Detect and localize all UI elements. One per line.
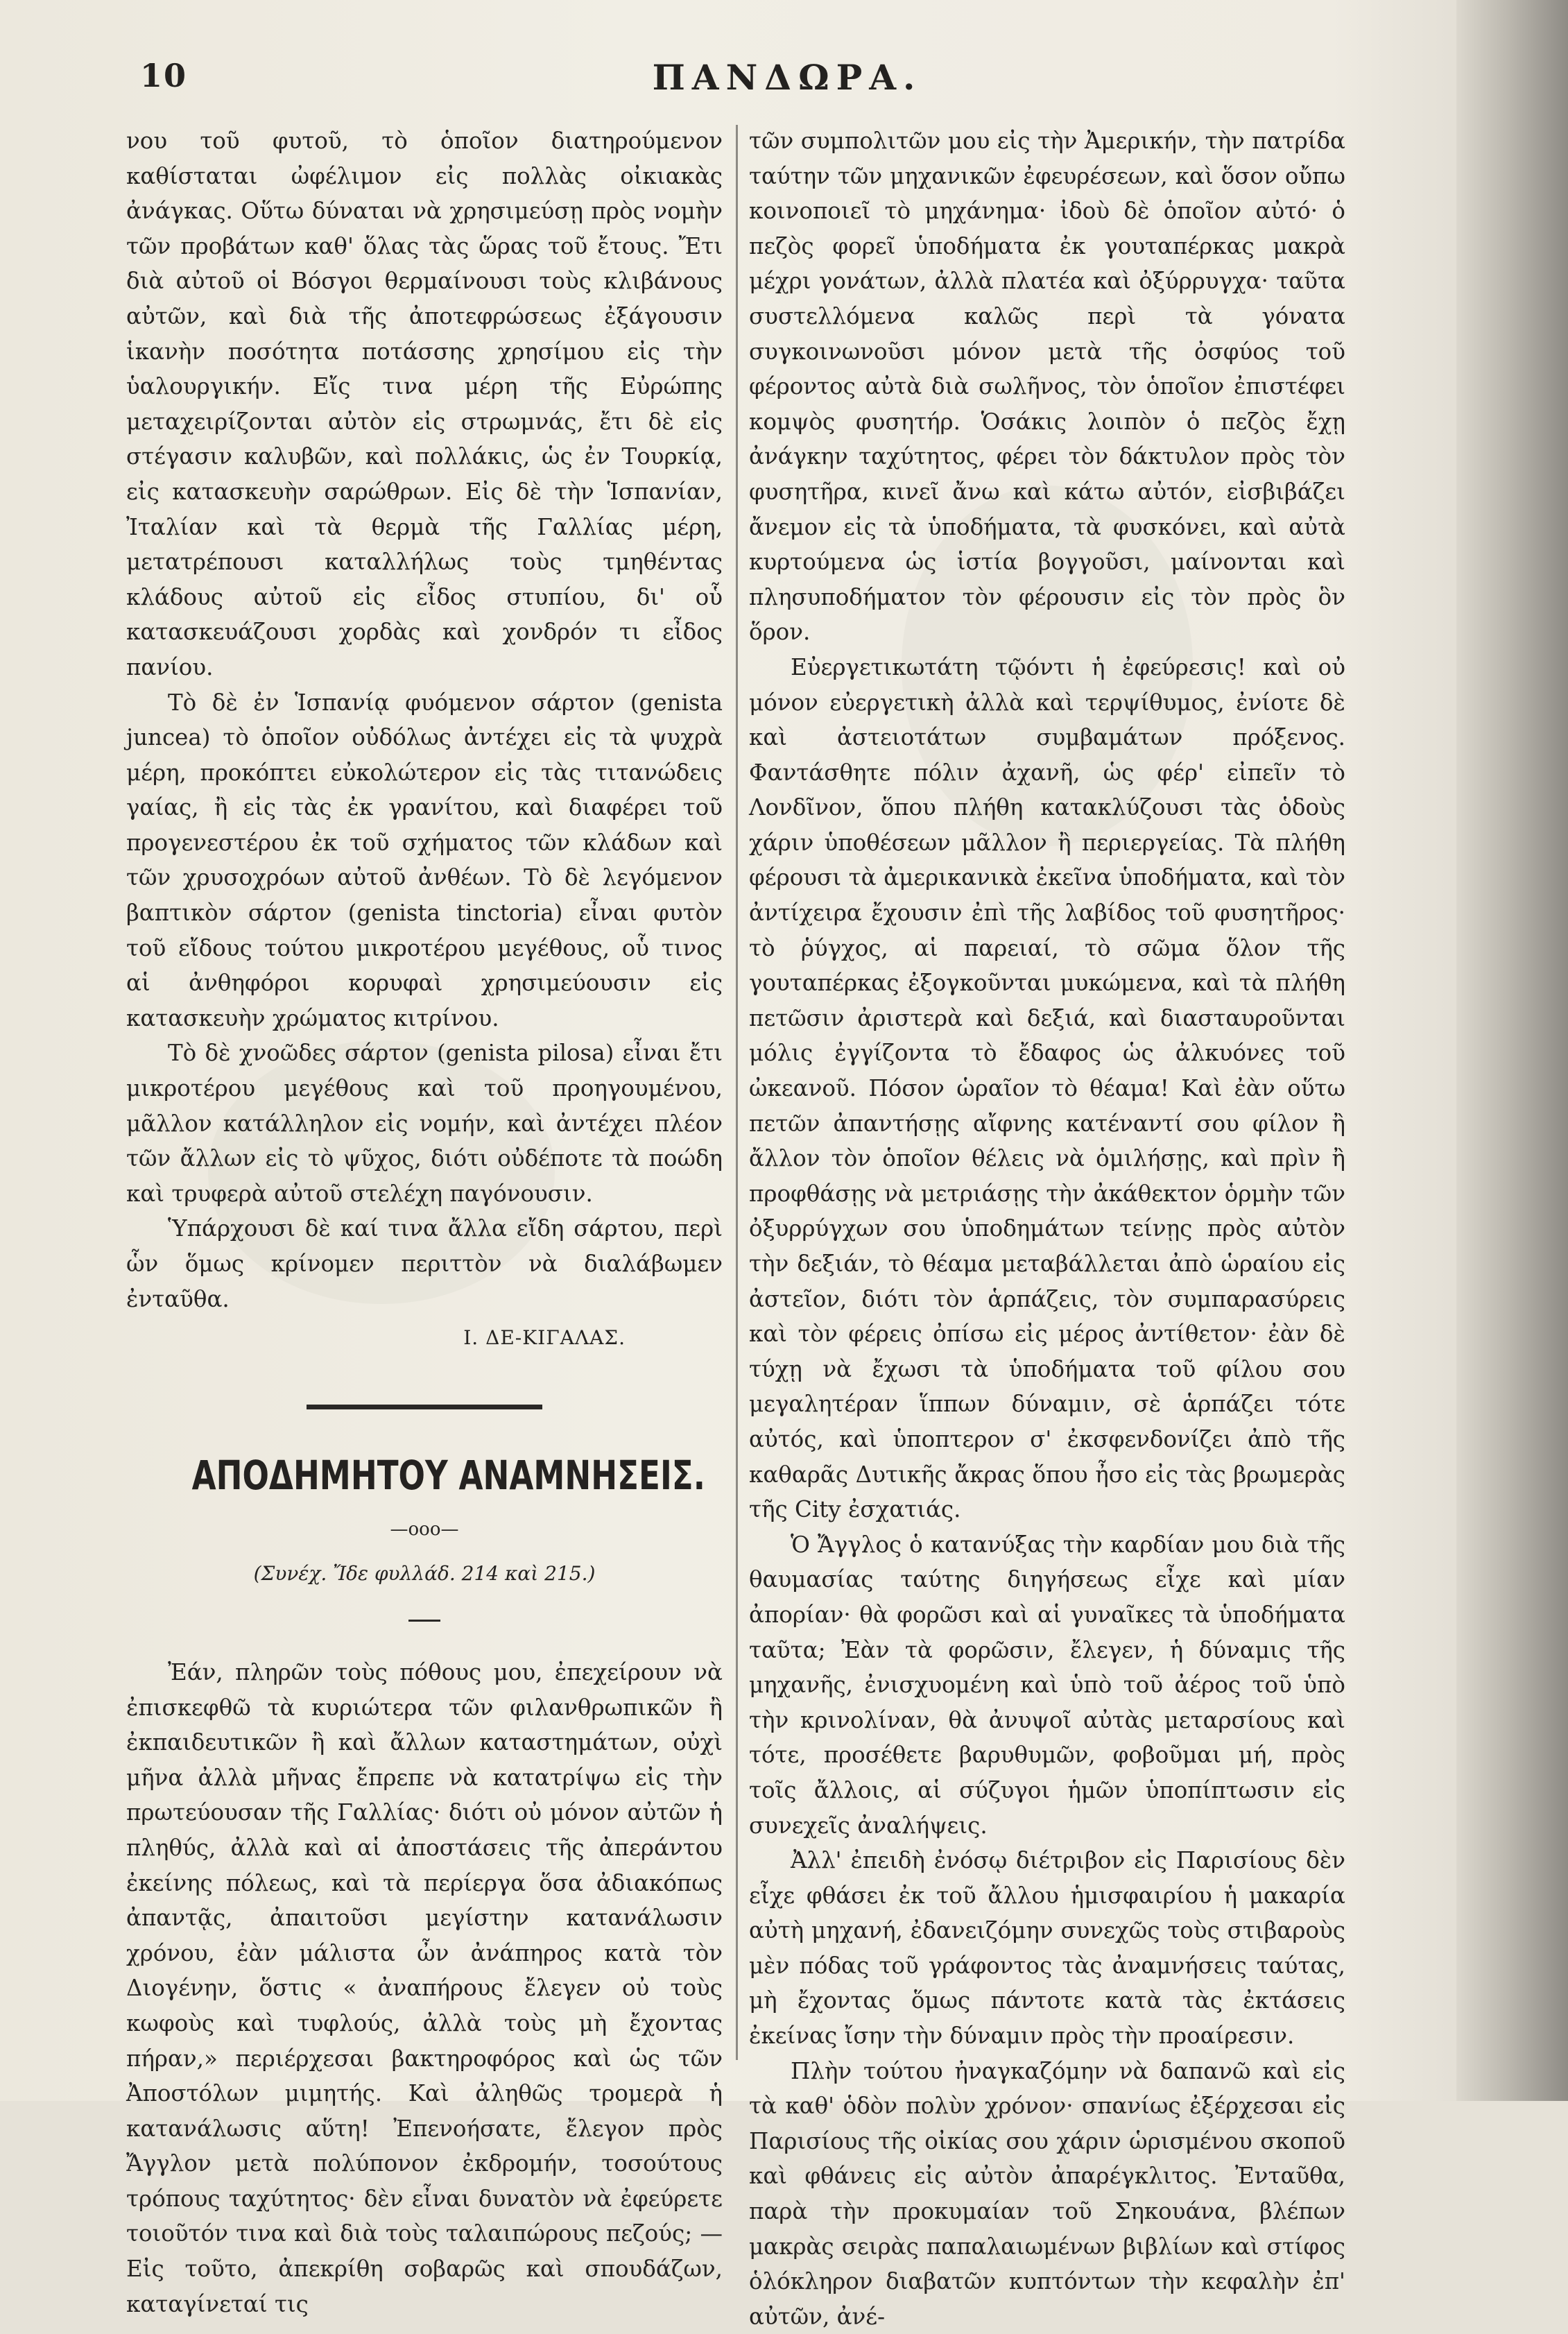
left-column bbox=[126, 123, 723, 2317]
article-paragraph: τῶν συμπολιτῶν μου εἰς τὴν Ἀμερικήν, τὴν πατρίδα ταύτην τῶν μηχανικῶν ἐφευρέσεων, καὶ ὅσον οὔπω κοινοποιεῖ τὸ μηχάνημα· ἰδοὺ δὲ ὁποῖον αὐτό· ὁ πεζὸς φορεῖ ὑποδήματα ἐκ γουταπέρκας μακρὰ μέχρι γονάτων, ἀλλὰ πλατέα καὶ ὀξύρρυγχα· ταῦτα συστελλόμενα καλῶς περὶ τὰ γόνατα συγκοινωνοῦσι μόνον μετὰ τῆς ὀσφύος τοῦ φέροντος αὐτὰ διὰ σωλῆνος, τὸν ὁποῖον ἐπιστέφει κομψὸς φυσητήρ. Ὁσάκις λοιπὸν ὁ πεζὸς ἔχῃ ἀνάγκην ταχύτητος, φέρει τὸν δάκτυλον πρὸς τὸν φυσητῆρα, κινεῖ ἄνω καὶ κάτω αὐτόν, εἰσβιβάζει ἄνεμον εἰς τὰ ὑποδήματα, τὰ φυσκόνει, καὶ αὐτὰ κυρτούμενα ὡς ἱστία βογγοῦσι, μαίνονται καὶ πλησυποδήματον τὸν φέρουσιν εἰς τὸν πρὸς ὃν ὅρον. bbox=[749, 128, 1345, 646]
author-signature: Ι. ΔΕ-ΚΙΓΑΛΑΣ. bbox=[463, 1326, 626, 1350]
continuation-note: (Συνέχ. Ἴδε φυλλάδ. 214 καὶ 215.) bbox=[253, 1562, 596, 1586]
right-column bbox=[749, 123, 1345, 2330]
article-paragraph: Ὁ Ἄγγλος ὁ κατανύξας τὴν καρδίαν μου διὰ τῆς θαυμασίας ταύτης διηγήσεως εἶχε καὶ μίαν ἀπορίαν· θὰ φορῶσι καὶ αἱ γυναῖκες τὰ ὑποδήματα ταῦτα; Ἐὰν τὰ φορῶσιν, ἔλεγεν, ἡ δύναμις τῆς μηχανῆς, ἐνισχυομένη καὶ ὑπὸ τοῦ ἀέρος τοῦ ὑπὸ τὴν κρινολίναν, θὰ ἀνυψοῖ αὐτὰς μεταρσίους καὶ τότε, προσέθετε βαρυθυμῶν, φοβοῦμαι μή, πρὸς τοῖς ἄλλοις, αἱ σύζυγοι ἡμῶν ὑποπίπτωσιν εἰς συνεχεῖς ἀναλήψεις. bbox=[749, 1531, 1345, 1839]
column-divider bbox=[736, 125, 738, 2060]
article-paragraph: Ὑπάρχουσι δὲ καί τινα ἄλλα εἴδη σάρτου, περὶ ὧν ὅμως κρίνομεν περιττὸν νὰ διαλάβωμεν ἐνταῦθα. bbox=[126, 1215, 723, 1312]
article-paragraph: Ἐάν, πληρῶν τοὺς πόθους μου, ἐπεχείρουν νὰ ἐπισκεφθῶ τὰ κυριώτερα τῶν φιλανθρωπικῶν ἢ ἐκπαιδευτικῶν ἢ καὶ ἄλλων καταστημάτων, οὐχὶ μῆνα ἀλλὰ μῆνας ἔπρεπε νὰ κατατρίψω εἰς τὴν πρωτεύουσαν τῆς Γαλλίας· διότι οὐ μόνον αὐτῶν ἡ πληθύς, ἀλλὰ καὶ αἱ ἀποστάσεις τῆς ἀπεράντου ἐκείνης πόλεως, καὶ τὰ περίεργα ὅσα ἀδιακόπως ἀπαντᾷς, ἀπαιτοῦσι μεγίστην κατανάλωσιν χρόνου, ἐὰν μάλιστα ὦν ἀνάπηρος κατὰ τὸν Διογένην, ὅστις « ἀναπήρους ἔλεγεν οὐ τοὺς κωφοὺς καὶ τυφλούς, ἀλλὰ τοὺς μὴ ἔχοντας πήραν,» περιέρχεσαι βακτηροφόρος καὶ ὡς τῶν Ἀποστόλων μιμητής. Καὶ ἀληθῶς τρομερὰ ἡ κατανάλωσις αὕτη! Ἐπενοήσατε, ἔλεγον πρὸς Ἄγγλον μετὰ πολύπονον ἐκδρομήν, τοσούτους τρόπους ταχύτητος· δὲν εἶναι δυνατὸν νὰ ἐφεύρετε τοιοῦτόν τινα καὶ διὰ τοὺς ταλαιπώρους πεζούς; — Εἰς τοῦτο, ἀπεκρίθη σοβαρῶς καὶ σπουδάζων, καταγίνεταί τις bbox=[126, 1658, 723, 2317]
page-number: 10 bbox=[140, 57, 188, 94]
article-paragraph: Ἀλλ' ἐπειδὴ ἐνόσῳ διέτριβον εἰς Παρισίους δὲν εἶχε φθάσει ἐκ τοῦ ἄλλου ἡμισφαιρίου ἡ μακαρία αὐτὴ μηχανή, ἐδανειζόμην συνεχῶς τοὺς στιβαροὺς μὲν πόδας τοῦ γράφοντος τὰς ἀναμνήσεις ταύτας, μὴ ἔχοντας ὅμως πάντοτε κατὰ τὰς ἐκτάσεις ἐκείνας ἴσην τὴν δύναμιν πρὸς τὴν προαίρεσιν. bbox=[749, 1847, 1345, 2050]
article-paragraph: Τὸ δὲ χνοῶδες σάρτον (genista pilosa) εἶναι ἔτι μικροτέρου μεγέθους καὶ τοῦ προηγουμένου, μᾶλλον κατάλληλον εἰς νομήν, καὶ ἀντέχει πλέον τῶν ἄλλων εἰς τὸ ψῦχος, διότι οὐδέποτε τὰ ποώδη καὶ τρυφερὰ αὐτοῦ στελέχη παγόνουσιν. bbox=[126, 1040, 723, 1207]
section-rule bbox=[307, 1405, 542, 1409]
page-edge-shadow bbox=[1456, 0, 1568, 2101]
section-title: ΑΠΟΔΗΜΗΤΟΥ ΑΝΑΜΝΗΣΕΙΣ. bbox=[191, 1451, 705, 1499]
title-separator: —οοο— bbox=[390, 1518, 459, 1540]
page-header bbox=[132, 57, 1442, 112]
article-paragraph: Τὸ δὲ ἐν Ἱσπανίᾳ φυόμενον σάρτον (genista juncea) τὸ ὁποῖον οὐδόλως ἀντέχει εἰς τὰ ψυχρὰ μέρη, προκόπτει εὐκολώτερον εἰς τὰς τιτανώδεις γαίας, ἢ εἰς τὰς ἐκ γρανίτου, καὶ διαφέρει τοῦ προγενεστέρου ἐκ τοῦ σχήματος τῶν κλάδων καὶ τῶν χρυσοχρόων αὐτοῦ ἀνθέων. Τὸ δὲ λεγόμενον βαπτικὸν σάρτον (genista tinctoria) εἶναι φυτὸν τοῦ εἴδους τούτου μικροτέρου μεγέθους, οὗ τινος αἱ ἀνθηφόροι κορυφαὶ χρησιμεύουσιν εἰς κατασκευὴν χρώματος κιτρίνου. bbox=[126, 689, 723, 1031]
article-paragraph: Πλὴν τούτου ἠναγκαζόμην νὰ δαπανῶ καὶ εἰς τὰ καθ' ὁδὸν πολὺν χρόνον· σπανίως ἐξέρχεσαι εἰς Παρισίους τῆς οἰκίας σου χάριν ὡρισμένου σκοποῦ καὶ φθάνεις εἰς αὐτὸν ἀπαρέγκλιτος. Ἐνταῦθα, παρὰ τὴν προκυμαίαν τοῦ Σηκουάνα, βλέπων μακρὰς σειρὰς παπαλαιωμένων βιβλίων καὶ στίφος ὁλόκληρον διαβατῶν κυπτόντων τὴν κεφαλὴν ἐπ' αὐτῶν, ἀνέ- bbox=[749, 2057, 1345, 2330]
article-paragraph: νου τοῦ φυτοῦ, τὸ ὁποῖον διατηρούμενον καθίσταται ὠφέλιμον εἰς πολλὰς οἰκιακὰς ἀνάγκας. Οὕτω δύναται νὰ χρησιμεύσῃ πρὸς νομὴν τῶν προβάτων καθ' ὅλας τὰς ὥρας τοῦ ἔτους. Ἔτι διὰ αὐτοῦ οἱ Βόσγοι θερμαίνουσι τοὺς κλιβάνους αὐτῶν, καὶ διὰ τῆς ἀποτεφρώσεως ἐξάγουσιν ἱκανὴν ποσότητα ποτάσσης χρησίμου εἰς τὴν ὑαλουργικήν. Εἴς τινα μέρη τῆς Εὐρώπης μεταχειρίζονται αὐτὸν εἰς στρωμνάς, ἔτι δὲ εἰς στέγασιν καλυβῶν, καὶ πολλάκις, ὡς ἐν Τουρκίᾳ, εἰς κατασκευὴν σαρώθρων. Εἰς δὲ τὴν Ἱσπανίαν, Ἰταλίαν καὶ τὰ θερμὰ τῆς Γαλλίας μέρη, μετατρέπουσι καταλλήλως τοὺς τμηθέντας κλάδους αὐτοῦ εἰς εἶδος στυπίου, δι' οὗ κατασκευάζουσι χορδὰς καὶ χονδρόν τι εἶδος πανίου. bbox=[126, 128, 723, 680]
article-paragraph: Εὐεργετικωτάτη τῷόντι ἡ ἐφεύρεσις! καὶ οὐ μόνον εὐεργετικὴ ἀλλὰ καὶ τερψίθυμος, ἐνίοτε δὲ καὶ ἀστειοτάτων συμβαμάτων πρόξενος. Φαντάσθητε πόλιν ἀχανῆ, ὡς φέρ' εἰπεῖν τὸ Λονδῖνον, ὅπου πλήθη κατακλύζουσι τὰς ὁδοὺς χάριν ὑποθέσεων μᾶλλον ἢ περιεργείας. Τὰ πλήθη φέρουσι τὰ ἀμερικανικὰ ἐκεῖνα ὑποδήματα, καὶ τὸν ἀντίχειρα ἔχουσιν ἐπὶ τῆς λαβίδος τοῦ φυσητῆρος· τὸ ῥύγχος, αἱ παρειαί, τὸ σῶμα ὅλον τῆς γουταπέρκας ἐξογκοῦνται μυκώμενα, καὶ τὰ πλήθη πετῶσιν ἀριστερὰ καὶ δεξιά, καὶ διασταυροῦνται μόλις ἐγγίζοντα τὸ ἔδαφος ὡς ἀλκυόνες τοῦ ὠκεανοῦ. Πόσον ὡραῖον τὸ θέαμα! Καὶ ἐὰν οὕτω πετῶν ἀπαντήσῃς αἴφνης κατέναντί σου φίλον ἢ ἄλλον τὸν ὁποῖον θέλεις νὰ ὁμιλήσῃς, καὶ πρὶν ἢ προφθάσῃς νὰ μετριάσῃς τὴν ἀκάθεκτον ὁρμὴν τῶν ὀξυρρύγχων σου ὑποδημάτων τείνῃς πρὸς αὐτὸν τὴν δεξιάν, τὸ θέαμα μεταβάλλεται ἀπὸ ὡραίου εἰς ἀστεῖον, διότι τὸν ἁρπάζεις, τὸν συμπαρασύρεις καὶ τὸν φέρεις ὀπίσω εἰς μέρος ἀντίθετον· ἐὰν δὲ τύχῃ νὰ ἔχωσι τὰ ὑποδήματα τοῦ φίλου σου μεγαλητέραν ἵππων δύναμιν, σὲ ἁρπάζει τότε αὐτός, καὶ ὑποπτερον σ' ἐκσφενδονίζει ἀπὸ τῆς καθαρᾶς Δυτικῆς ἄκρας ὅπου ἦσο εἰς τὰς βρωμερὰς τῆς City ἐσχατιάς. bbox=[749, 653, 1345, 1523]
journal-title: ΠΑΝΔΩΡΑ. bbox=[652, 57, 922, 98]
short-rule bbox=[408, 1620, 440, 1622]
